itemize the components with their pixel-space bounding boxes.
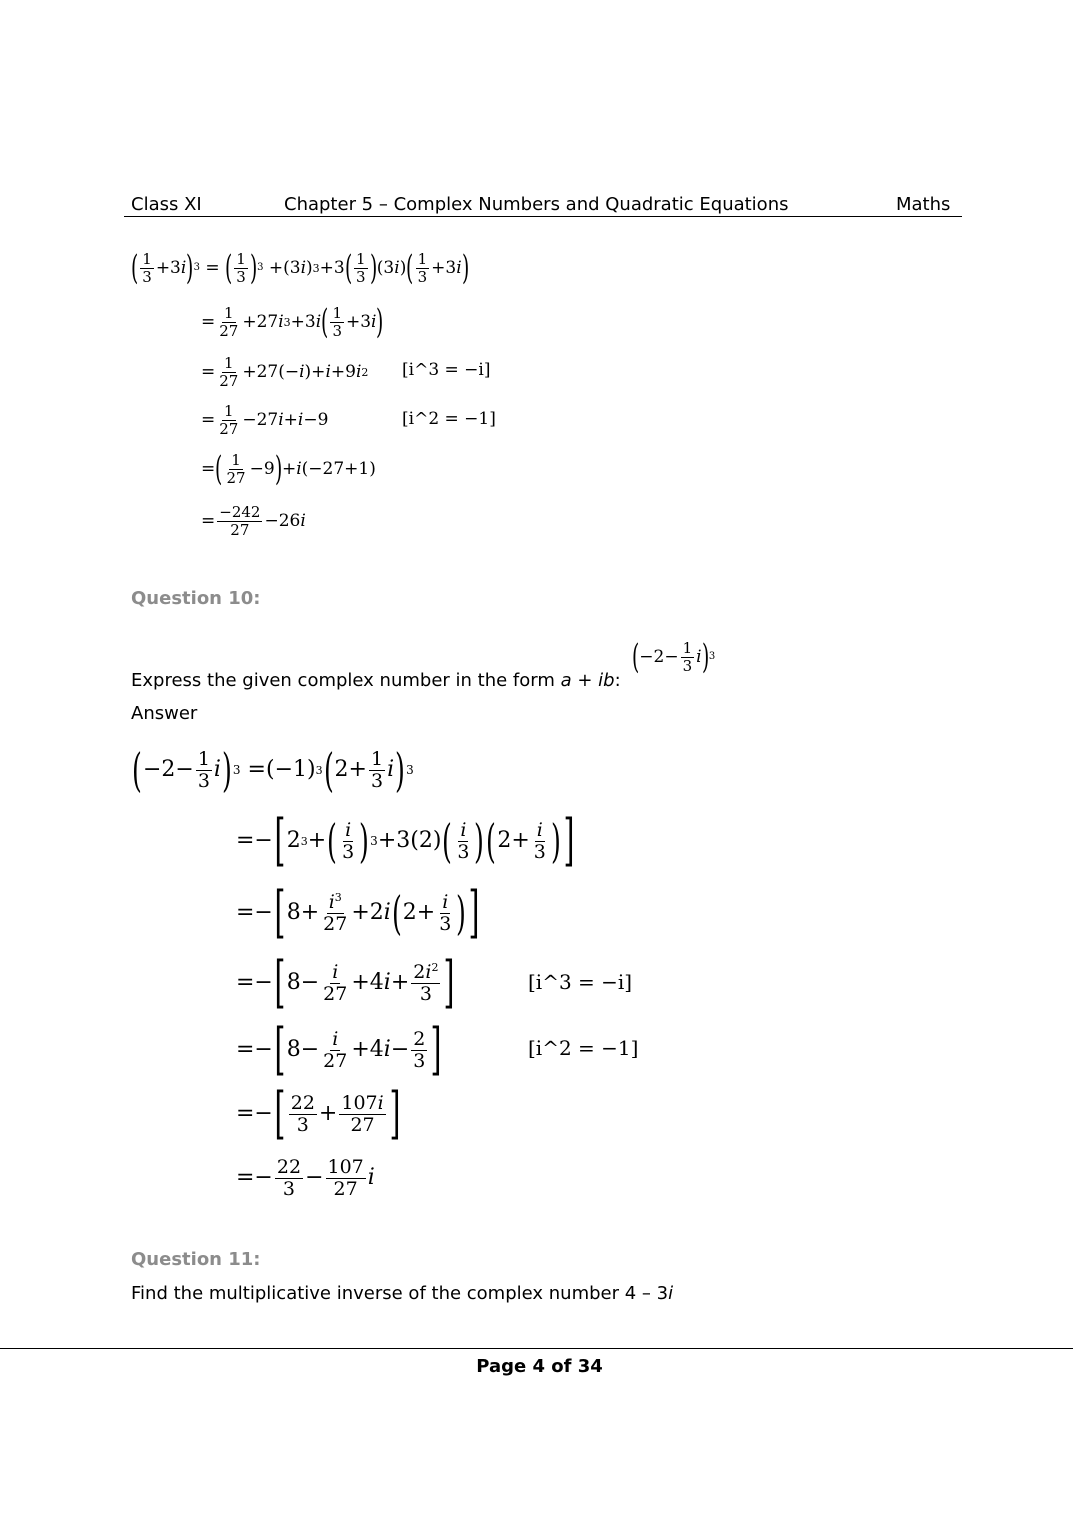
q10-line-7: =− $\frac{22}{3}$ − $\frac{107}{27}$ i [236,1155,375,1200]
q10-line-6: =− [ $\frac{22}{3}$ + $\frac{107i}{27}$ ] [236,1081,401,1146]
header-class: Class XI [131,194,202,215]
q9-line-1: ( $\frac{1}{3}$ +3 i ) 3 = ( $\frac{1}{3}$ ) 3 +(3 i ) 3 +3 ( $\frac{1}{3}$ ) (3 i ) ( $\frac{1}{3}$ +3 i ) [130,248,469,288]
q10-line-3: =− [ 8+ $\frac{i^3}{27}$ +2 i ( 2+ $\frac{i}{3}$ ) ] [236,880,480,945]
question-11-prompt: Find the multiplicative inverse of the complex number 4 – 3i [131,1283,674,1304]
header-chapter: Chapter 5 – Complex Numbers and Quadratic Equations [284,194,789,215]
answer-label: Answer [131,703,198,724]
q10-line-2: =− [ 2 3 + ( $\frac{i}{3}$ ) 3 +3(2) ( $\frac{i}{3}$ ) ( 2+ $\frac{i}{3}$ ) ] [236,808,575,873]
question-11-heading: Question 11: [131,1249,261,1270]
q10-note-i-squared: [i^2 = −1] [528,1036,639,1060]
header-subject: Maths [896,194,951,215]
q10-line-5: =− [ 8− $\frac{i}{27}$ +4 i − $\frac{2}{3}$ ] [236,1017,442,1082]
q10-line-4: =− [ 8− $\frac{i}{27}$ +4 i + $\frac{2i^2}{3}$ ] [236,950,455,1015]
q9-note-i-squared: [i^2 = −1] [402,409,496,429]
question-10-heading: Question 10: [131,588,261,609]
q10-note-i-cubed: [i^3 = −i] [528,970,633,994]
form-a-plus-ib: a + ib [560,670,615,691]
q10-line-1: ( −2− $\frac{1}{3}$ i ) 3 =(−1) 3 ( 2+ $\frac{1}{3}$ i ) 3 [132,743,414,797]
q9-line-3: = $\frac{1}{27}$ +27(− i )+ i +9 i 2 [201,353,369,390]
q9-note-i-cubed: [i^3 = −i] [402,360,491,380]
q9-line-5: = ( $\frac{1}{27}$ −9 ) + i (−27+1) [201,449,376,489]
question-10-expression: ( −2− $\frac{1}{3}$ i ) 3 [631,637,716,677]
footer-divider [0,1348,1073,1349]
q9-line-6: = $\frac{-242}{27}$ −26 i [201,502,306,539]
question-10-prompt: Express the given complex number in the form a + ib: [131,670,621,691]
header-divider [124,216,962,217]
page-number: Page 4 of 34 [476,1356,603,1377]
q9-line-4: = $\frac{1}{27}$ −27 i + i −9 [201,401,329,438]
q9-line-2: = $\frac{1}{27}$ +27 i 3 +3 i ( $\frac{1}{3}$ +3 i ) [201,302,384,342]
